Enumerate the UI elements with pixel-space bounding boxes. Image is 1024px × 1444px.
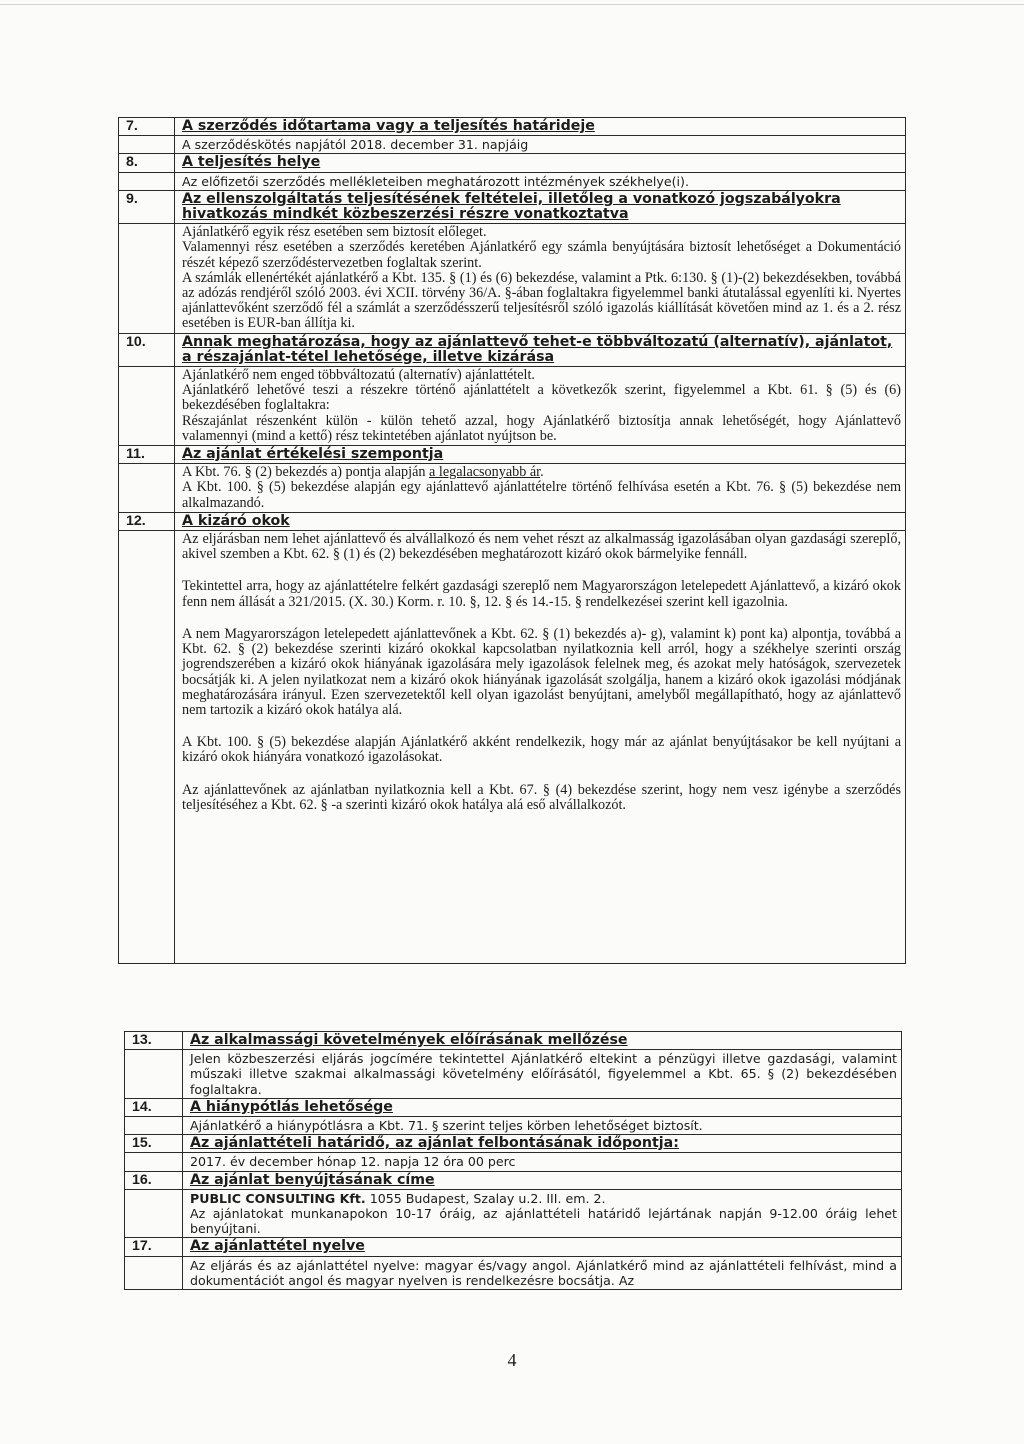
section-7-body: A szerződéskötés napjától 2018. december 31. napjáig (175, 136, 906, 154)
section-11-header-row (119, 446, 906, 464)
section-16-heading: Az ajánlat benyújtásának címe (183, 1171, 902, 1189)
section-15-number: 15. (125, 1135, 183, 1153)
section-14-header-row (125, 1098, 902, 1116)
paragraph: Az ajánlatokat munkanapokon 10-17 óráig, az ajánlattételi határidő lejártának napján 9-12.00 óráig lehet benyújtani. (190, 1206, 897, 1237)
paragraph: Ajánlatkérő egyik rész esetében sem biztosít előleget. (182, 224, 487, 241)
section-14-number: 14. (125, 1098, 183, 1116)
section-11-number: 11. (119, 446, 175, 464)
section-15-body: 2017. év december hónap 12. napja 12 óra 00 perc (183, 1153, 902, 1171)
tender-section-table-2 (124, 1031, 902, 1290)
paragraph: A Kbt. 100. § (5) bekezdése alapján Ajánlatkérő akként rendelkezik, hogy már az ajánlat benyújtásakor be kell nyújtani a kizáró okok hiányára vonatkozó igazolásokat. (182, 734, 901, 766)
section-7-number: 7. (119, 118, 175, 136)
section-13-body: Jelen közbeszerzési eljárás jogcímére tekintettel Ajánlatkérő eltekint a pénzügyi illetve gazdasági, valamint műszaki illetve szakmai alkalmassági követelmény előírásától, figyelemmel a Kbt. 65. § (2) bekezdésében foglaltakra. (183, 1050, 902, 1099)
paragraph: Ajánlatkérő nem enged többváltozatú (alternatív) ajánlattételt. (182, 367, 535, 384)
section-15-heading: Az ajánlattételi határidő, az ajánlat felbontásának időpontja: (183, 1135, 902, 1153)
section-16-body-row (125, 1189, 902, 1238)
page-top-rule (0, 4, 1024, 5)
section-10-body-row (119, 367, 906, 446)
paragraph: Tekintettel arra, hogy az ajánlattételre felkért gazdasági szereplő nem Magyarországon letelepedett Ajánlattevő, a kizáró okok fenn nem állását a 321/2015. (X. 30.) Korm. r. 10. §, 12. § és 14.-15. § rendelkezései szerint kell igazolnia. (182, 578, 901, 610)
evaluation-criterion: a legalacsonyabb ár (429, 464, 541, 481)
section-9-number: 9. (119, 190, 175, 223)
section-14-body: Ajánlatkérő a hiánypótlásra a Kbt. 71. § szerint teljes körben lehetőséget biztosít. (183, 1117, 902, 1135)
section-15-header-row (125, 1135, 902, 1153)
paragraph: Ajánlatkérő lehetővé teszi a részekre történő ajánlattételt a következők szerint, figyelemmel a Kbt. 61. § (5) és (6) bekezdésében foglaltakra: (182, 382, 901, 414)
section-7-body-row (119, 136, 906, 154)
section-16-body (183, 1189, 902, 1238)
paragraph: A nem Magyarországon letelepedett ajánlattevőnek a Kbt. 62. § (1) bekezdés a)- g), valamint k) pont ka) alpontja, továbbá a Kbt. 62. § (2) bekezdése szerinti kizáró okokkal kapcsolatban nyilatkoznia kell arról, hogy a székhelye szerinti ország jogrendszerében a kizáró okok hiányának igazolására mely igazolások felelnek meg, és azokat mely hatóságok, szervezetek bocsátják ki. A jelen nyilatkozat nem a kizáró okok hiányának igazolását szolgálja, hanem a kizáró okok igazolási módjának meghatározására irányul. Ezen szervezetektől kell olyan igazolást benyújtani, amelyből megállapítható, hogy az ajánlattevő nem tartozik a kizáró okok hatálya alá. (182, 625, 901, 718)
paragraph: Részajánlat részenként külön - külön tehető azzal, hogy Ajánlatkérő biztosítja annak lehetőségét, hogy Ajánlattevő valamennyi (mind a kettő) rész tekintetében ajánlatot nyújtson be. (182, 412, 901, 444)
section-13-heading: Az alkalmassági követelmények előírásának mellőzése (183, 1032, 902, 1050)
section-10-header-row (119, 333, 906, 366)
section-9-header-row (119, 190, 906, 223)
paragraph: Valamennyi rész esetében a szerződés keretében Ajánlatkérő egy számla benyújtására biztosít lehetőséget a Dokumentáció részét képező szerződéstervezetben foglaltak szerint. (182, 239, 901, 271)
section-12-body-row (119, 531, 906, 964)
section-7-heading: A szerződés időtartama vagy a teljesítés határideje (175, 118, 906, 136)
page-number: 4 (507, 1350, 517, 1370)
section-16-number: 16. (125, 1171, 183, 1189)
section-8-heading: A teljesítés helye (175, 154, 906, 172)
section-13-number: 13. (125, 1032, 183, 1050)
section-15-body-row (125, 1153, 902, 1171)
section-10-number: 10. (119, 333, 175, 366)
section-16-header-row (125, 1171, 902, 1189)
section-12-header-row (119, 512, 906, 530)
section-12-heading: A kizáró okok (175, 512, 906, 530)
section-8-number: 8. (119, 154, 175, 172)
section-11-body (175, 464, 906, 513)
section-14-body-row (125, 1117, 902, 1135)
section-8-header-row (119, 154, 906, 172)
paragraph: Az ajánlattevőnek az ajánlatban nyilatkoznia kell a Kbt. 67. § (4) bekezdése szerint, hogy nem vesz igénybe a szerződés teljesítéséhez a Kbt. 62. § -a szerinti kizáró okok hatálya alá eső alvállalkozót. (182, 781, 901, 813)
section-17-body-row (125, 1256, 902, 1289)
section-9-body (175, 224, 906, 333)
section-8-body-row (119, 172, 906, 190)
section-10-heading: Annak meghatározása, hogy az ajánlattevő tehet-e többváltozatú (alternatív), ajánlatot, a részajánlat-tétel lehetősége, illetve kizárása (175, 333, 906, 366)
section-17-number: 17. (125, 1238, 183, 1256)
section-8-body: Az előfizetői szerződés mellékleteiben meghatározott intézmények székhelye(i). (175, 172, 906, 190)
section-13-body-row (125, 1050, 902, 1099)
paragraph: A számlák ellenértékét ajánlatkérő a Kbt. 135. § (1) és (6) bekezdése, valamint a Ptk. 6:130. § (1)-(2) bekezdésekben, továbbá az adózás rendjéről szóló 2003. évi XCII. törvény 36/A. §-ában foglaltakra figyelemmel banki átutalással egyenlíti ki. Nyertes ajánlattevőként szerződő fél a számlát a szerződésszerű teljesítésről szóló igazolás kiállítását követően mind az 1. és a 2. rész esetében is EUR-ban állítja ki. (182, 269, 901, 332)
section-7-header-row (119, 118, 906, 136)
section-12-number: 12. (119, 512, 175, 530)
paragraph: A Kbt. 76. § (2) bekezdés a) pontja alapján a legalacsonyabb ár. (182, 464, 544, 481)
section-14-heading: A hiánypótlás lehetősége (183, 1098, 902, 1116)
section-11-body-row (119, 464, 906, 513)
section-9-body-row (119, 224, 906, 333)
section-9-heading: Az ellenszolgáltatás teljesítésének feltételei, illetőleg a vonatkozó jogszabályokra hivatkozás mindkét közbeszerzési részre vonatkoztatva (175, 190, 906, 223)
section-11-heading: Az ajánlat értékelési szempontja (175, 446, 906, 464)
submission-address: PUBLIC CONSULTING Kft. 1055 Budapest, Szalay u.2. III. em. 2. (190, 1190, 606, 1206)
section-17-heading: Az ajánlattétel nyelve (183, 1238, 902, 1256)
section-12-body (175, 531, 906, 964)
section-17-body: Az eljárás és az ajánlattétel nyelve: magyar és/vagy angol. Ajánlatkérő mind az ajánlattételi felhívást, mind a dokumentációt angol és magyar nyelven is rendelkezésre bocsátja. Az (183, 1256, 902, 1289)
section-13-header-row (125, 1032, 902, 1050)
section-17-header-row (125, 1238, 902, 1256)
paragraph: A Kbt. 100. § (5) bekezdése alapján egy ajánlattevő ajánlattételre történő felhívása esetén a Kbt. 76. § (5) bekezdése nem alkalmazandó. (182, 479, 901, 511)
company-name: PUBLIC CONSULTING Kft. (190, 1190, 366, 1206)
section-10-body (175, 367, 906, 446)
tender-section-table-1 (118, 117, 906, 964)
paragraph: Az eljárásban nem lehet ajánlattevő és alvállalkozó és nem vehet részt az alkalmasság igazolásában olyan gazdasági szereplő, akivel szemben a Kbt. 62. § (1) és (2) bekezdésében meghatározott kizáró okok bármelyike fennáll. (182, 531, 901, 563)
